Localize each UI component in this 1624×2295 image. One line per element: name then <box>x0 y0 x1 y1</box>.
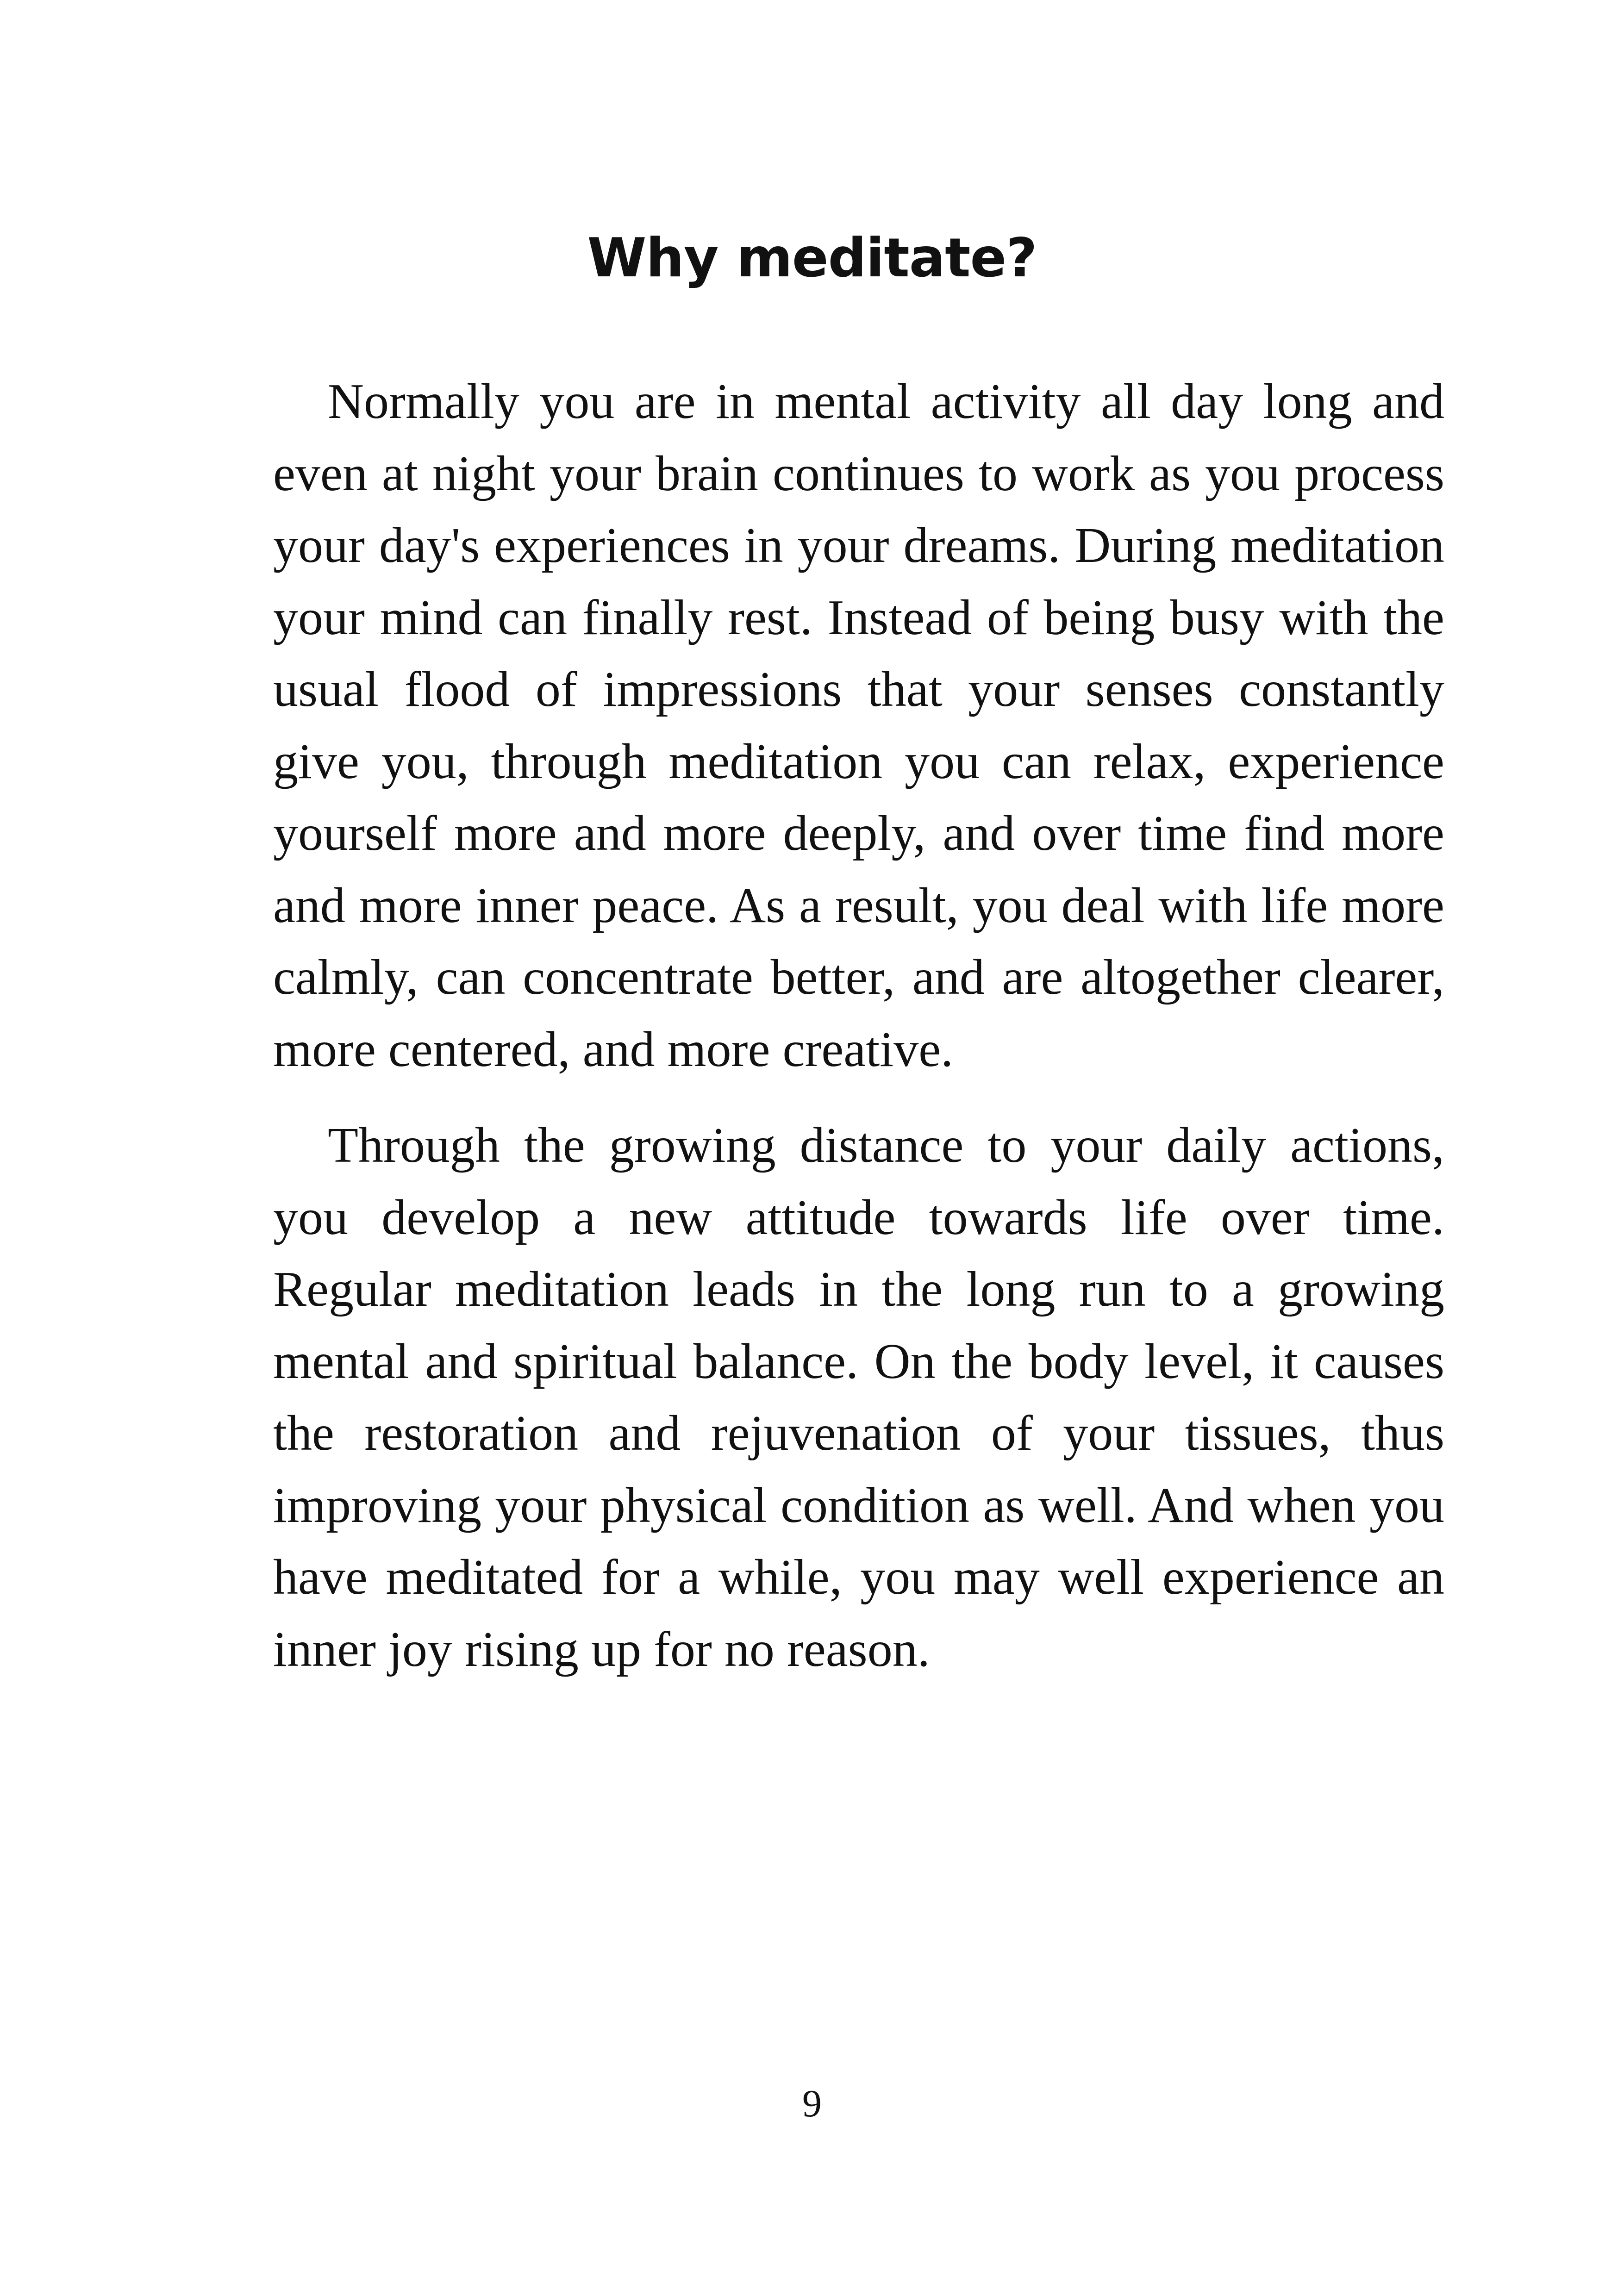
page-title: Why meditate? <box>587 227 1037 289</box>
page-number: 9 <box>802 2082 822 2125</box>
body-text <box>273 366 1444 1685</box>
paragraph-2: Through the growing distance to your daily actions, you develop a new attitude towards life over time. Regular meditation leads in the long run to a growing mental and spiritual balance. On the body level, it causes the restoration and rejuvenation of your tissues, thus improving your physical condition as well. And when you have meditated for a while, you may well experience an inner joy rising up for no reason. <box>273 1118 1444 1677</box>
paragraph-1: Normally you are in mental activity all day long and even at night your brain continues to work as you process your day's experiences in your dreams. During meditation your mind can finally rest. Instead of being busy with the usual flood of impressions that your senses constantly give you, through meditation you can relax, experience yourself more and more deeply, and over time find more and more inner peace. As a result, you deal with life more calmly, can concentrate better, and are altogether clearer, more centered, and more creative. <box>273 374 1444 1077</box>
